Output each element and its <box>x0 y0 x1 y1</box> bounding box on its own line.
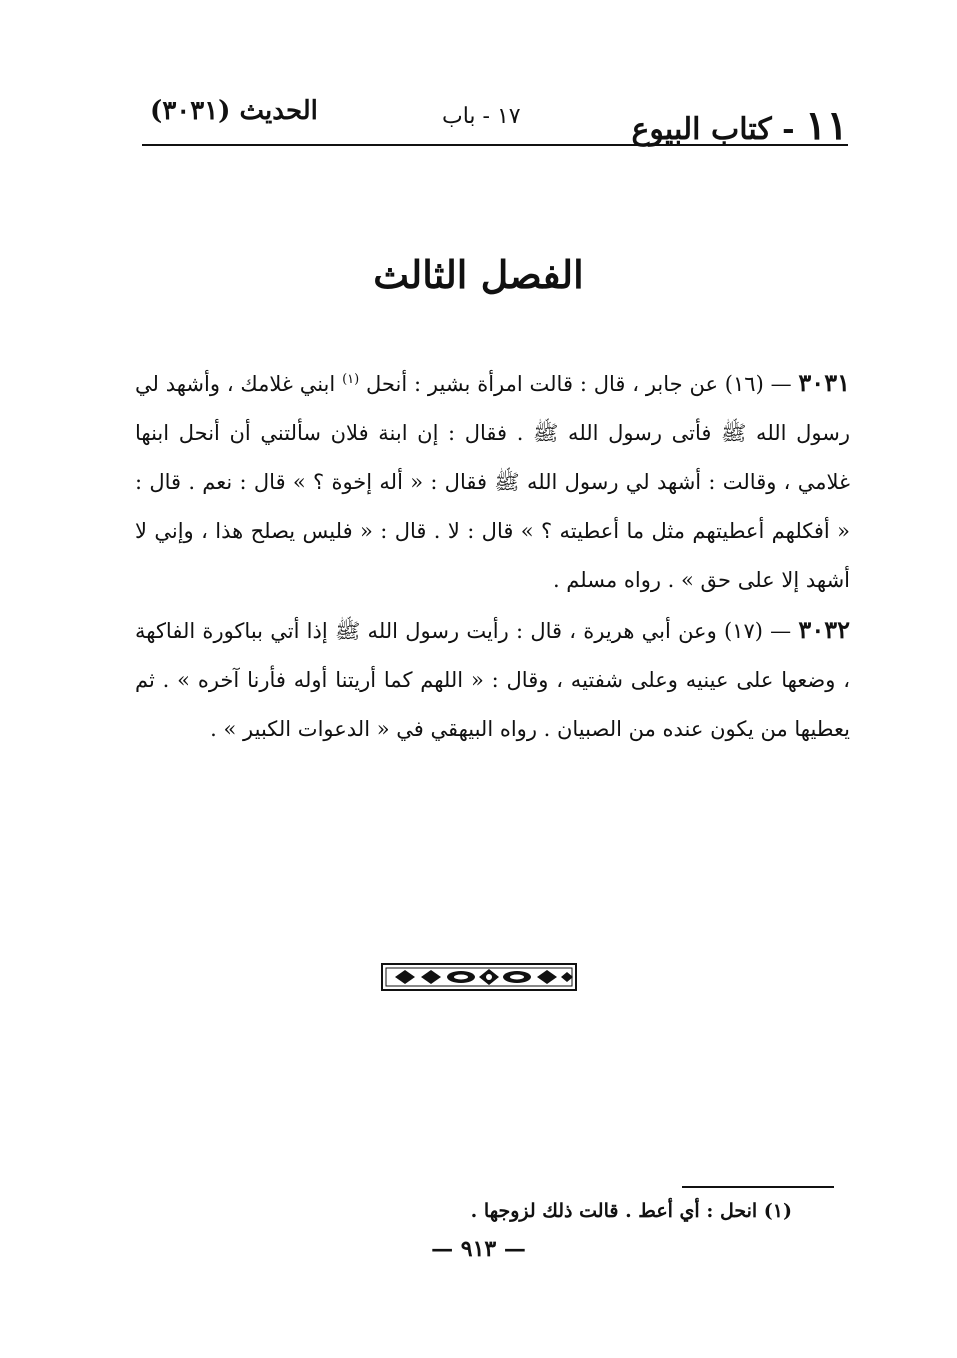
book-title: - كتاب البيوع <box>631 112 795 147</box>
book-number: ١١ <box>805 102 848 149</box>
section-title: الفصل الثالث <box>373 252 584 297</box>
footnote: (١) انحل : أي أعط . قالت ذلك لزوجها . <box>470 1200 792 1222</box>
hadith-number: ٣٠٣١ <box>798 368 850 397</box>
hadith-paragraph <box>135 355 850 605</box>
hadith-text: — (١٧) وعن أبي هريرة ، قال : رأيت رسول الله ﷺ إذا أتي بباكورة الفاكهة ، وضعها على عينيه وعلى شفتيه ، وقال : « اللهم كما أريتنا أوله فأرنا آخره » . ثم يعطيها من يكون عنده من الصبيان . رواه البيهقي في « الدعوات الكبير » . <box>135 619 850 741</box>
body-text <box>135 355 850 754</box>
hadith-paragraph <box>135 605 850 754</box>
hadith-text: — (١٦) عن جابر ، قال : قالت امرأة بشير : أنحل <box>366 372 792 396</box>
book-heading <box>632 102 848 149</box>
running-header <box>142 92 848 149</box>
footnote-rule <box>682 1186 834 1188</box>
footnote-ref: (١) <box>342 372 360 387</box>
chapter-label: ١٧ - باب <box>442 104 521 129</box>
page-number: — ٩١٣ — <box>431 1236 526 1262</box>
ornament-divider <box>381 963 577 991</box>
hadith-text: ابني غلامك ، وأشهد لي رسول الله ﷺ فأتى رسول الله ﷺ . فقال : إن ابنة فلان سألتني أن أنحل ابنها غلامي ، وقالت : أشهد لي رسول الله ﷺ فقال : « أله إخوة ؟ » قال : نعم . قال : « أفكلهم أعطيتهم مثل ما أعطيته ؟ » قال : لا . قال : « فليس يصلح هذا ، وإني لا أشهد إلا على حق » . رواه مسلم . <box>135 372 850 592</box>
hadith-range: الحديث (٣٠٣١) <box>150 96 318 126</box>
hadith-number: ٣٠٣٢ <box>798 615 850 644</box>
